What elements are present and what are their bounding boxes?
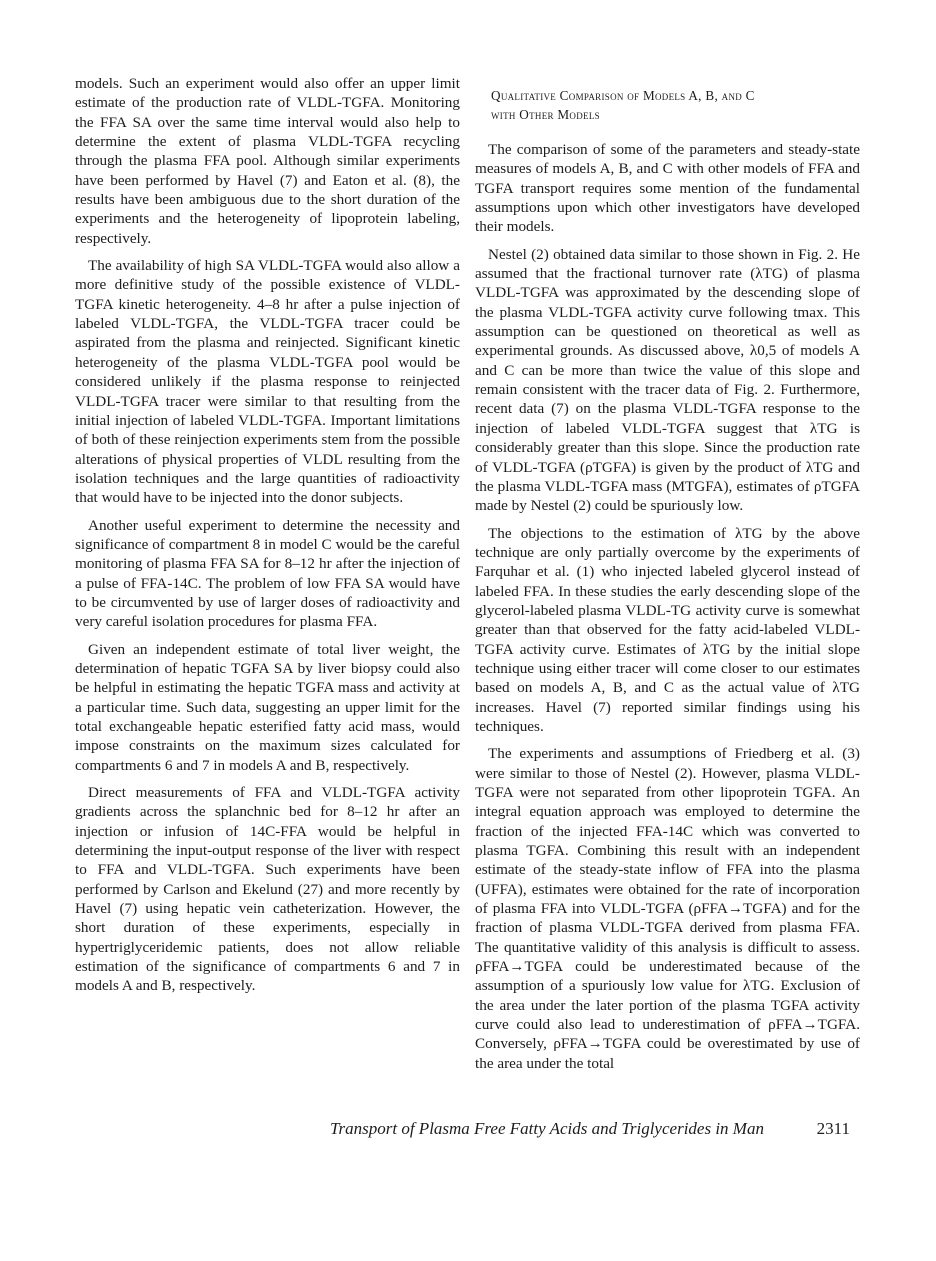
body-paragraph: The objections to the estimation of λTG by the above technique are only partially overcome by the experiments of Farquhar et al. (1) who injected labeled glycerol instead of labeled FFA. In these studies the early descending slope of the glycerol-labeled plasma VLDL-TG activity curve is somewhat greater than that observed for the fatty acid-labeled VLDL-TGFA activity curve. Estimates of λTG by the initial slope technique using either tracer will come closer to our estimates based on models A, B, and C as the actual value of λTG increases. Havel (7) reported similar findings using his techniques. bbox=[475, 524, 860, 735]
page-footer bbox=[330, 1118, 850, 1140]
section-heading-line: with Other Models bbox=[491, 107, 600, 122]
page-number: 2311 bbox=[816, 1119, 850, 1138]
left-column bbox=[75, 74, 460, 996]
body-paragraph: The experiments and assumptions of Friedberg et al. (3) were similar to those of Nestel (2). However, plasma VLDL-TGFA were not separated from other lipoprotein TGFA. An integral equation approach was employed to determine the fraction of the injected FFA-14C which was converted to plasma TGFA. Combining this result with an independent estimate of the steady-state inflow of FFA into the plasma (UFFA), estimates were obtained for the rate of incorporation of plasma FFA into VLDL-TGFA (ρFFA→TGFA) and for the fraction of plasma VLDL-TGFA derived from plasma FFA. The quantitative validity of this analysis is difficult to assess. ρFFA→TGFA could be underestimated because of the assumption of a spuriously low value for λTG. Exclusion of the area under the later portion of the plasma TGFA activity curve could also lead to underestimation of ρFFA→TGFA. Conversely, ρFFA→TGFA could be overestimated by use of the area under the total bbox=[475, 745, 860, 1072]
right-column bbox=[475, 74, 860, 1073]
body-paragraph: models. Such an experiment would also offer an upper limit estimate of the production rate of VLDL-TGFA. Monitoring the FFA SA over the same time interval would also help to determine the extent of plasma VLDL-TGFA recycling through the plasma FFA pool. Although similar experiments have been performed by Havel (7) and Eaton et al. (8), the results have been ambiguous due to the short duration of the experiments and the heterogeneity of lipoprotein labeling, respectively. bbox=[75, 75, 460, 247]
body-paragraph: Another useful experiment to determine the necessity and significance of compartment 8 in model C would be the careful monitoring of plasma FFA SA for 8–12 hr after the injection of a pulse of FFA-14C. The problem of low FFA SA would have to be circumvented by use of larger doses of radioactivity and very careful isolation procedures for plasma FFA. bbox=[75, 516, 460, 631]
section-heading bbox=[491, 86, 860, 124]
body-paragraph: The availability of high SA VLDL-TGFA would also allow a more definitive study of the possible existence of VLDL-TGFA kinetic heterogeneity. 4–8 hr after a pulse injection of labeled VLDL-TGFA, the VLDL-TGFA tracer could be aspirated from the plasma and reinjected. Significant kinetic heterogeneity of the plasma VLDL-TGFA pool would be considered unlikely if the plasma response to reinjected VLDL-TGFA tracer were similar to that resulting from the initial injection of labeled VLDL-TGFA. Important limitations of both of these reinjection experiments stem from the possible alterations of physical properties of VLDL resulting from the isolation techniques and the large quantities of radioactivity that would have to be injected into the donor subjects. bbox=[75, 257, 460, 507]
body-paragraph: The comparison of some of the parameters and steady-state measures of models A, B, and C with other models of FFA and TGFA transport requires some mention of the fundamental assumptions upon which other investigators have developed their models. bbox=[475, 141, 860, 236]
section-heading-line: Qualitative Comparison of Models A, B, and C bbox=[491, 88, 755, 103]
body-paragraph: Given an independent estimate of total liver weight, the determination of hepatic TGFA SA by liver biopsy could also be helpful in estimating the hepatic TGFA mass and activity at a particular time. Such data, suggesting an upper limit for the total exchangeable hepatic esterified fatty acid mass, would impose constraints on the maximum sizes calculated for compartments 6 and 7 in models A and B, respectively. bbox=[75, 640, 460, 774]
running-title: Transport of Plasma Free Fatty Acids and Triglycerides in Man bbox=[330, 1119, 764, 1138]
body-paragraph: Direct measurements of FFA and VLDL-TGFA activity gradients across the splanchnic bed for 8–12 hr after an injection or infusion of 14C-FFA would be helpful in determining the input-output response of the liver with respect to FFA and VLDL-TGFA. Such experiments have been performed by Carlson and Ekelund (27) and more recently by Havel (7) using hepatic vein catheterization. However, the short duration of these experiments, especially in hypertriglyceridemic patients, does not allow reliable estimation of the significance of compartments 6 and 7 in models A and B, respectively. bbox=[75, 784, 460, 995]
body-paragraph: Nestel (2) obtained data similar to those shown in Fig. 2. He assumed that the fractional turnover rate (λTG) of plasma VLDL-TGFA was approximated by the descending slope of the plasma VLDL-TGFA activity curve following tmax. This assumption can be questioned on theoretical as well as experimental grounds. As discussed above, λ0,5 of models A and C can be more than twice the value of this slope and remain consistent with the tracer data of Fig. 2. Furthermore, recent data (7) on the plasma VLDL-TGFA response to the injection of labeled VLDL-TGFA suggest that λTG is considerably greater than this slope. Since the production rate of VLDL-TGFA (ρTGFA) is given by the product of λTG and the plasma VLDL-TGFA mass (MTGFA), estimates of ρTGFA made by Nestel (2) could be spuriously low. bbox=[475, 245, 860, 515]
